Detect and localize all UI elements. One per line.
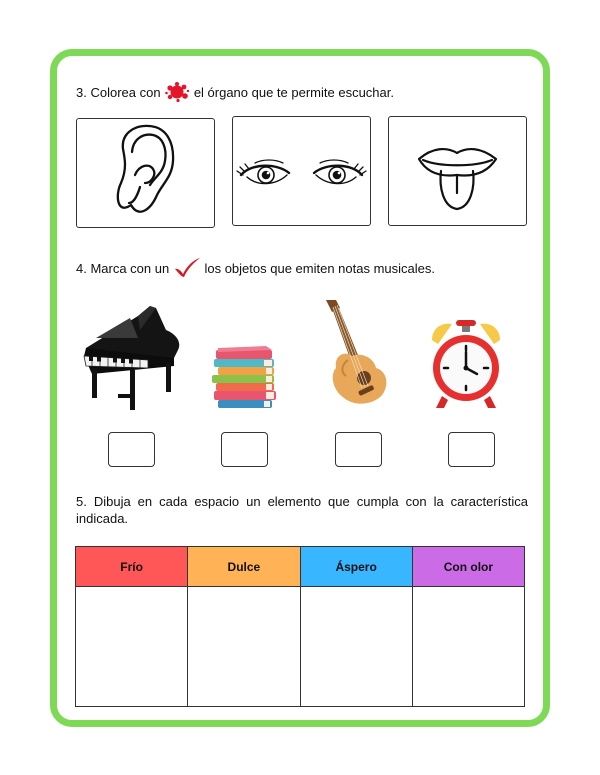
- ear-icon: [77, 119, 214, 227]
- header-con-olor: Con olor: [412, 547, 524, 587]
- question-4: [76, 257, 435, 282]
- question-3-text-start: 3. Colorea con: [76, 84, 161, 100]
- piano-image: [78, 298, 186, 421]
- checkbox-books[interactable]: [221, 432, 268, 467]
- option-eyes[interactable]: [232, 116, 371, 226]
- header-frio: Frío: [76, 547, 188, 587]
- option-mouth-tongue[interactable]: [388, 116, 527, 226]
- books-image: [208, 342, 280, 417]
- drawing-cell-frio[interactable]: [76, 587, 188, 707]
- question-4-text-end: los objetos que emiten notas musicales.: [204, 260, 435, 276]
- tongue-icon: [389, 117, 526, 225]
- checkbox-guitar[interactable]: [335, 432, 382, 467]
- alarm-clock-icon: [428, 318, 504, 414]
- table-header-row: [76, 547, 525, 587]
- checkbox-alarm-clock[interactable]: [448, 432, 495, 467]
- question-5-text: 5. Dibuja en cada espacio un elemento que cumpla con la característica indicada.: [76, 494, 528, 526]
- books-icon: [208, 342, 280, 412]
- paint-splash-icon: [164, 81, 190, 106]
- header-aspero: Áspero: [300, 547, 412, 587]
- checkbox-piano[interactable]: [108, 432, 155, 467]
- drawing-cell-aspero[interactable]: [300, 587, 412, 707]
- drawing-cell-con-olor[interactable]: [412, 587, 524, 707]
- eyes-icon: [233, 117, 370, 225]
- drawing-cell-dulce[interactable]: [188, 587, 300, 707]
- guitar-image: [318, 298, 394, 415]
- header-dulce: Dulce: [188, 547, 300, 587]
- piano-icon: [78, 298, 186, 416]
- checkmark-icon: [173, 257, 201, 282]
- option-ear[interactable]: [76, 118, 215, 228]
- question-3: [76, 81, 394, 106]
- table-drawing-row: [76, 587, 525, 707]
- question-3-text-end: el órgano que te permite escuchar.: [193, 84, 394, 100]
- guitar-icon: [318, 298, 394, 410]
- alarm-clock-image: [428, 318, 504, 419]
- question-4-text-start: 4. Marca con un: [76, 260, 170, 276]
- drawing-table: [75, 546, 525, 707]
